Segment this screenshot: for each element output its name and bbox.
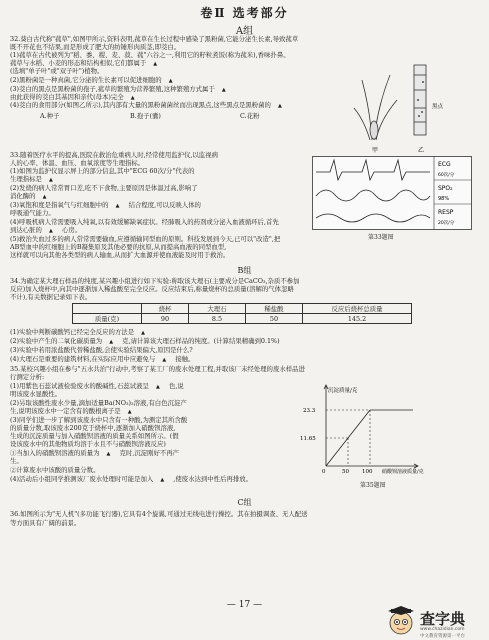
q32-line: (4)茭白的食用部分(如图乙所示),其内部有大量的黑粉菌菌丝而出现黑点,这些黑点是黑粉菌的 ▲ (10, 101, 282, 109)
q32-line: (选填"单子叶"或"双子叶")植物。 (10, 67, 104, 75)
page-number: — 17 — (226, 600, 263, 610)
q32-line: 菰草与水稻、小麦的形态和结构相似,它们都属于 ▲ (10, 59, 158, 67)
q33-line: (2)发烧的病人常常胃口差,吃不下食物,主要原因是体温过高,影响了 (10, 184, 198, 192)
q34-line: 不计),有关数据记录如下表。 (10, 293, 92, 301)
table-cell: 反应后烧杯总质量 (303, 304, 412, 314)
q35-line: 设该废水中的其他物质均溶于水且不与硝酸钡溶液反应) (10, 440, 166, 448)
table-cell: 质量(克) (73, 314, 142, 324)
q35-line: ②计算废水中该酸的质量分数。 (10, 466, 100, 474)
q35-caption: 第35题图 (360, 482, 386, 489)
figure-label-heidian: 黑点 (432, 104, 444, 110)
q35-line: ①当加入的硝酸钡溶液的质量为 ▲ 克时,沉淀刚好不再产 (10, 449, 180, 457)
q36-line: 36.如图所示为"无人机"(多功能飞行器),它具有4个旋翼,可通过无线电进行操控。其在拍摄调查、无人配送 (10, 510, 308, 518)
section-b-heading: B组 (237, 266, 252, 275)
q35-line: (2)另取该酸性废水少量,滴加适量Ba(NO₃)₂溶液,有白色沉淀产 (10, 399, 187, 407)
q35-line: 行测定分析: (10, 373, 45, 381)
table-row (73, 314, 412, 324)
table-cell: 50 (246, 314, 303, 324)
monitor-ecg-value: 60次/分 (438, 173, 455, 178)
q35-line: (3)同学们进一步了解到该废水中只含有一种酸,为测定其所含酸 (10, 416, 188, 424)
q33-monitor-figure (312, 156, 472, 230)
monitor-resp-value: 20次/分 (438, 221, 455, 226)
q35-line: 生,说明该废水中一定含有的酸根离子是 ▲ (10, 407, 132, 415)
graph-xtick: 0 (322, 469, 326, 475)
q35-line: 明该废水显酸性。 (10, 390, 62, 398)
q35-line: (1)用紫色石蕊试液检验废水的酸碱性,石蕊试液呈 ▲ 色,说 (10, 382, 184, 390)
q35-line: 生成的沉淀质量与加入硝酸钡溶液的质量关系如图所示。(假 (10, 432, 179, 440)
q32-line: 由此获得的茭白其基因和亲代(母本)完全 ▲ (10, 93, 135, 101)
mascot-icon (384, 606, 418, 636)
q34-line: 34.为确定某大理石样品的纯度,某兴趣小组进行如下实验:称取该大理石(主要成分是CaCO₃,杂质不参加 (10, 277, 300, 285)
q33-line: 生理指标是 ▲ (10, 175, 53, 183)
q33-line: 呼吸通气能力。 (10, 209, 55, 217)
q33-line: AB型血中的红细胞上的B凝集原及其他必要的抗原,从而提高血液的同型血型, (10, 243, 227, 251)
monitor-ecg-label: ECG (438, 161, 451, 168)
table-cell: 145.2 (303, 314, 412, 324)
q34-table (72, 303, 412, 324)
section-a-heading: A组 (235, 26, 254, 37)
q32-option-a: A.种子 (40, 112, 60, 120)
q35-line: 35.某校兴趣小组在参与"五水共治"行动中,考察了某工厂的废水处理工程,并取该厂未经处理的废水样品进 (10, 365, 305, 373)
q33-caption: 第33题图 (368, 234, 394, 241)
table-cell: 90 (142, 314, 189, 324)
q32-line: 32.葵白古代称"菰草",如图甲所示,资料表明,菰草在生长过程中感染了黑粉菌,它能分泌生长素,导致菰草 (10, 35, 299, 43)
q35-line: (4)活动后小组同学推测该厂废水处理时可能是加入 ▲ ,使废水达到中性后再排放。 (10, 475, 253, 483)
q34-line: (3)实验中若用浓盐酸代替稀盐酸,会使实验结果偏大,原因是什么? (10, 346, 193, 354)
monitor-resp-label: RESP (438, 209, 454, 216)
graph-ytick: 23.3 (303, 408, 316, 414)
figure-label-jia: 甲 (372, 147, 379, 154)
table-cell (73, 304, 142, 314)
q33-line: 33.随着医疗水平的提高,医院在救治危重病人时,经常使用监护仪,以监视病 (10, 151, 218, 159)
q33-line: 人的心率、体温、血压、血氧浓度等生理指标。 (10, 159, 145, 167)
logo-name: 查字典 (420, 610, 466, 628)
graph-xlabel: 硝酸钡溶液质量/克 (382, 469, 424, 475)
figure-label-yi: 乙 (418, 147, 425, 154)
page-title: 卷Ⅱ 选考部分 (200, 6, 289, 20)
q32-option-b: B.孢子(囊) (130, 112, 161, 120)
logo-url: www.chazidian.com (420, 627, 465, 632)
q36-line: 等方面具有广阔的前景。 (10, 519, 81, 527)
site-logo[interactable] (380, 606, 484, 639)
table-cell: 稀盐酸 (246, 304, 303, 314)
q32-line: (2)黑粉菌是一种真菌,它分泌的生长素可以促进细胞的 ▲ (10, 76, 173, 84)
q34-line: (2)实验中产生的二氧化碳质量为 ▲ 克,请计算该大理石样品的纯度。(计算结果精确到0.1%) (10, 337, 280, 345)
q32-figure (352, 60, 462, 155)
graph-xtick: 50 (342, 469, 349, 475)
logo-subtitle: 中文教育资源第一平台 (420, 634, 465, 639)
q33-line: (5)救治失血过多的病人常常需要输血,应遵循输同型血的原则。科技发展到今天,已可以"改造",把 (10, 235, 281, 243)
q33-line: 这样就可以向其他各类型的病人输血,从而扩大血源并使血液能及时用于救治。 (10, 251, 230, 259)
q33-line: 消化酶的 ▲ (10, 192, 47, 200)
q35-line: 的质量分数,取该废水200克于烧杯中,逐渐加入硝酸钡溶液, (10, 424, 176, 432)
section-c-heading: C组 (237, 498, 252, 507)
q32-line: (1)菰草在古代被列为"稻、黍、稷、麦、菽、菰"六谷之一,利用它的籽粒煮饭(称为菰米),香味扑鼻。 (10, 51, 290, 59)
q34-line: 反应)加入烧杯中,向其中逐渐加入稀盐酸至完全反应。反应结束后,称量烧杯的总质量(溶解的气体忽略 (10, 285, 294, 293)
q33-line: (3)氧饱和度是指氧气与红细胞中的 ▲ 结合程度,可以反映人体的 (10, 201, 201, 209)
q32-line: 既不开花也不结果,而是形成了肥大的纺锤形肉质茎,即茭白。 (10, 43, 181, 51)
q34-line: (4)大理石是重要的建筑材料,在实际应用中应避免与 ▲ 接触。 (10, 355, 195, 363)
q32-line: (3)茭白的黑点是黑粉菌的孢子,菰草的繁殖为营养繁殖,这种繁殖方式属于 ▲ (10, 85, 226, 93)
monitor-spo2-value: 98% (438, 196, 450, 202)
table-row (73, 304, 412, 314)
table-cell: 大理石 (189, 304, 246, 314)
q35-line: 生。 (10, 457, 23, 465)
graph-ytick: 11.65 (300, 436, 316, 442)
table-cell: 烧杯 (142, 304, 189, 314)
graph-xtick: 100 (362, 469, 373, 475)
q35-graph (298, 380, 478, 476)
q33-line: 到达心脏的 ▲ 心房。 (10, 226, 82, 234)
graph-ylabel: 沉淀质量/克 (328, 388, 358, 394)
monitor-spo2-label: SPO₂ (438, 185, 453, 192)
q32-option-c: C.花粉 (240, 112, 260, 120)
q33-line: (1)如图为监护仪显示屏上的部分信息,其中"ECG 60次/分"代表的 (10, 167, 195, 175)
q34-line: (1)实验中判断碳酸钙已经完全反应的方法是 ▲ (10, 328, 146, 336)
q33-line: (4)呼吸机病人常需要吸入纯氧,以有效缓解缺氧症状。经肺吸入的药剂或分泌入血液循环后,首先 (10, 218, 279, 226)
table-cell: 8.5 (189, 314, 246, 324)
